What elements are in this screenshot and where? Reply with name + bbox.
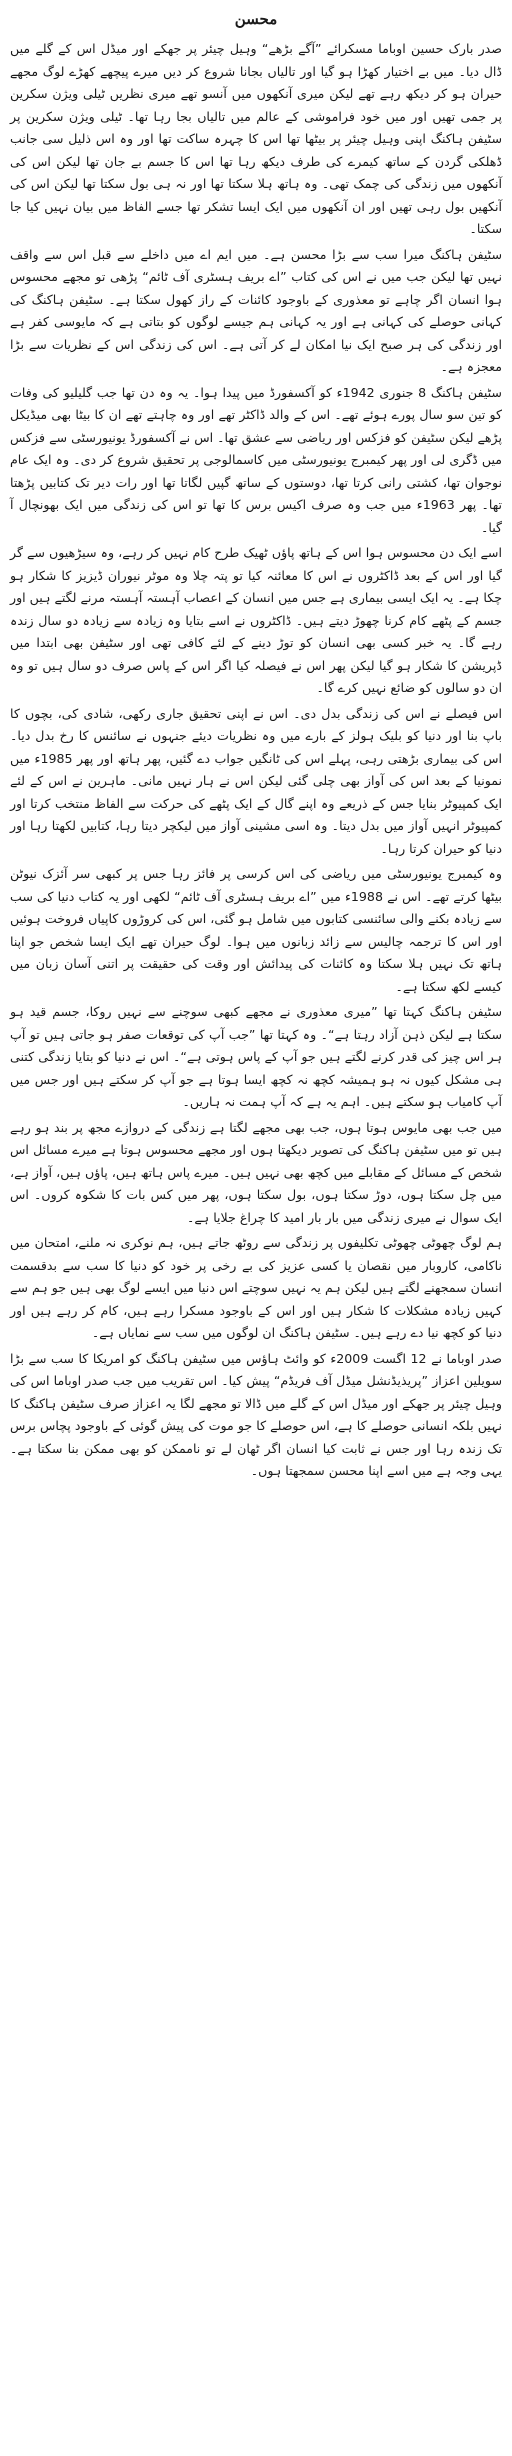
article-body	[10, 38, 502, 1483]
article-paragraph: اسے ایک دن محسوس ہوا اس کے ہاتھ پاؤں ٹھیک طرح کام نہیں کر رہے، وہ سیڑھیوں سے گر گیا اور اس کے بعد ڈاکٹروں نے اس کا معائنہ کیا تو پتہ چلا وہ موٹر نیوران ڈیزیز کا شکار ہو چکا ہے۔ یہ ایک ایسی بیماری ہے جس میں انسان کے اعصاب آہستہ آہستہ مرنے لگتے ہیں اور جسم کے پٹھے کام کرنا چھوڑ دیتے ہیں۔ ڈاکٹروں نے اسے بتایا وہ زیادہ سے زیادہ دو سال زندہ رہے گا۔ یہ خبر کسی بھی انسان کو توڑ دینے کے لئے کافی تھی اور سٹیفن بھی ابتدا میں ڈپریشن کا شکار ہو گیا لیکن پھر اس نے فیصلہ کیا اگر اس کے پاس صرف دو سال ہیں تو وہ ان دو سالوں کو ضائع نہیں کرے گا۔	[10, 545, 502, 695]
article-paragraph: صدر بارک حسین اوباما مسکرائے ”آگے بڑھے“ وہیل چیئر پر جھکے اور میڈل اس کے گلے میں ڈال دیا۔ میں بے اختیار کھڑا ہو گیا اور تالیاں بجانا شروع کر دیں میرے پیچھے کھڑے لوگ مجھے حیران ہو کر دیکھ رہے تھے لیکن میری آنکھوں میں آنسو تھے میری نظریں ٹیلی ویژن سکرین پر جمی تھیں اور میں خود فراموشی کے عالم میں تالیاں بجا رہا تھا۔ ٹیلی ویژن سکرین پر سٹیفن ہاکنگ اپنی وہیل چیئر پر بیٹھا تھا اس کا چہرہ ساکت تھا اور وہ اس ذلیل سی جانب ڈھلکی گردن کے ساتھ کیمرے کی طرف دیکھ رہا تھا اس کا جسم بے جان تھا لیکن اس کی آنکھوں میں زندگی کی چمک تھی۔ وہ ہاتھ ہلا سکتا تھا اور نہ ہی بول سکتا تھا لیکن اس کی آنکھیں بول رہی تھیں اور ان آنکھوں میں ایک ایسا تشکر تھا جسے الفاظ میں بیان نہیں کیا جا سکتا۔	[10, 41, 502, 236]
article-title: محسن	[234, 10, 278, 28]
article-paragraph: سٹیفن ہاکنگ میرا سب سے بڑا محسن ہے۔ میں ایم اے میں داخلے سے قبل اس سے واقف نہیں تھا لیکن جب میں نے اس کی کتاب ”اے بریف ہسٹری آف ٹائم“ پڑھی تو مجھے محسوس ہوا انسان اگر چاہے تو معذوری کے باوجود کائنات کے راز کھول سکتا ہے۔ سٹیفن ہاکنگ کی کہانی حوصلے کی کہانی ہے اور یہ کہانی ہم جیسے لوگوں کو بتاتی ہے کہ مایوسی کفر ہے اور زندگی کی ہر صبح ایک نیا امکان لے کر آتی ہے۔ اس کی زندگی اس کے نظریات سے بڑا معجزہ ہے۔	[10, 246, 502, 374]
article-paragraph: وہ کیمبرج یونیورسٹی میں ریاضی کی اس کرسی پر فائز رہا جس پر کبھی سر آئزک نیوٹن بیٹھا کرتے تھے۔ اس نے 1988ء میں ”اے بریف ہسٹری آف ٹائم“ لکھی اور یہ کتاب دنیا کی سب سے زیادہ بکنے والی سائنسی کتابوں میں شامل ہو گئی، اس کی کروڑوں کاپیاں فروخت ہوئیں اور اس کا ترجمہ چالیس سے زائد زبانوں میں ہوا۔ لوگ حیران تھے ایک ایسا شخص جو اپنا ہاتھ تک نہیں ہلا سکتا وہ کائنات کی پیدائش اور وقت کی حقیقت پر اتنی آسان زبان میں کیسے لکھ سکتا ہے۔	[10, 866, 502, 994]
article-paragraph: ہم لوگ چھوٹی چھوٹی تکلیفوں پر زندگی سے روٹھ جاتے ہیں، ہم نوکری نہ ملنے، امتحان میں ناکامی، کاروبار میں نقصان یا کسی عزیز کی بے رخی پر خود کو دنیا کا سب سے بدقسمت انسان سمجھنے لگتے ہیں لیکن ہم یہ نہیں سوچتے اس دنیا میں ایسے لوگ بھی ہیں جو ہم سے کہیں زیادہ مشکلات کا شکار ہیں اور اس کے باوجود مسکرا رہے ہیں، کام کر رہے ہیں اور دنیا کو کچھ نیا دے رہے ہیں۔ سٹیفن ہاکنگ ان لوگوں میں سب سے نمایاں ہے۔	[10, 1235, 502, 1340]
article-paragraph: اس فیصلے نے اس کی زندگی بدل دی۔ اس نے اپنی تحقیق جاری رکھی، شادی کی، بچوں کا باپ بنا اور دنیا کو بلیک ہولز کے بارے میں وہ نظریات دیئے جنہوں نے سائنس کا رخ بدل دیا۔ اس کی بیماری بڑھتی رہی، پہلے اس کی ٹانگیں جواب دے گئیں، پھر ہاتھ اور پھر 1985ء میں نمونیا کے بعد اس کی آواز بھی چلی گئی لیکن اس نے ہار نہیں مانی۔ ماہرین نے اس کے لئے ایک کمپیوٹر بنایا جس کے ذریعے وہ اپنے گال کے ایک پٹھے کی حرکت سے الفاظ منتخب کرتا اور کمپیوٹر انہیں آواز میں بدل دیتا۔ وہ اسی مشینی آواز میں لیکچر دیتا رہا، کتابیں لکھتا رہا اور دنیا کو حیران کرتا رہا۔	[10, 705, 502, 856]
article-paragraph: صدر اوباما نے 12 اگست 2009ء کو وائٹ ہاؤس میں سٹیفن ہاکنگ کو امریکا کا سب سے بڑا سویلین اعزاز ”پریذیڈنشل میڈل آف فریڈم“ پیش کیا۔ اس تقریب میں جب صدر اوباما اس کی وہیل چیئر پر جھکے اور میڈل اس کے گلے میں ڈالا تو مجھے لگا یہ اعزاز صرف سٹیفن ہاکنگ کا نہیں بلکہ انسانی حوصلے کا ہے، اس حوصلے کا جو موت کی پیش گوئی کے باوجود پچاس برس تک زندہ رہا اور جس نے ثابت کیا انسان اگر ٹھان لے تو ناممکن کو بھی ممکن بنا سکتا ہے۔ یہی وجہ ہے میں اسے اپنا محسن سمجھتا ہوں۔	[10, 1350, 502, 1478]
article-paragraph: سٹیفن ہاکنگ 8 جنوری 1942ء کو آکسفورڈ میں پیدا ہوا۔ یہ وہ دن تھا جب گلیلیو کی وفات کو تین سو سال پورے ہوئے تھے۔ اس کے والد ڈاکٹر تھے اور وہ چاہتے تھے ان کا بیٹا بھی میڈیکل پڑھے لیکن سٹیفن کو فزکس اور ریاضی سے عشق تھا۔ اس نے آکسفورڈ یونیورسٹی سے فزکس میں ڈگری لی اور پھر کیمبرج یونیورسٹی میں کاسمالوجی پر تحقیق شروع کر دی۔ وہ ایک عام نوجوان تھا، کشتی رانی کرتا تھا، دوستوں کے ساتھ گپیں لگاتا تھا اور رات دیر تک کتابیں پڑھتا تھا۔ پھر 1963ء میں جب وہ صرف اکیس برس کا تھا تو اس کی زندگی میں ایک بھونچال آ گیا۔	[10, 384, 503, 535]
article-paragraph: سٹیفن ہاکنگ کہتا تھا ”میری معذوری نے مجھے کبھی سوچنے سے نہیں روکا، جسم قید ہو سکتا ہے لیکن ذہن آزاد رہتا ہے“۔ وہ کہتا تھا ”جب آپ کی توقعات صفر ہو جاتی ہیں تو آپ ہر اس چیز کی قدر کرنے لگتے ہیں جو آپ کے پاس ہوتی ہے“۔ اس نے دنیا کو بتایا زندگی کتنی ہی مشکل کیوں نہ ہو ہمیشہ کچھ نہ کچھ ایسا ہوتا ہے جو آپ کر سکتے ہیں اور جس میں آپ کامیاب ہو سکتے ہیں۔ اہم یہ ہے کہ آپ ہمت نہ ہاریں۔	[10, 1004, 502, 1109]
article-paragraph: میں جب بھی مایوس ہوتا ہوں، جب بھی مجھے لگتا ہے زندگی کے دروازے مجھ پر بند ہو رہے ہیں تو میں سٹیفن ہاکنگ کی تصویر دیکھتا ہوں اور مجھے محسوس ہوتا ہے میرے مسائل اس شخص کے مسائل کے مقابلے میں کچھ بھی نہیں ہیں۔ میرے پاس ہاتھ ہیں، پاؤں ہیں، آواز ہے، میں چل سکتا ہوں، دوڑ سکتا ہوں، بول سکتا ہوں، پھر میں کس بات کا شکوہ کروں۔ اس ایک سوال نے میری زندگی میں بار بار امید کا چراغ جلایا ہے۔	[10, 1119, 502, 1225]
